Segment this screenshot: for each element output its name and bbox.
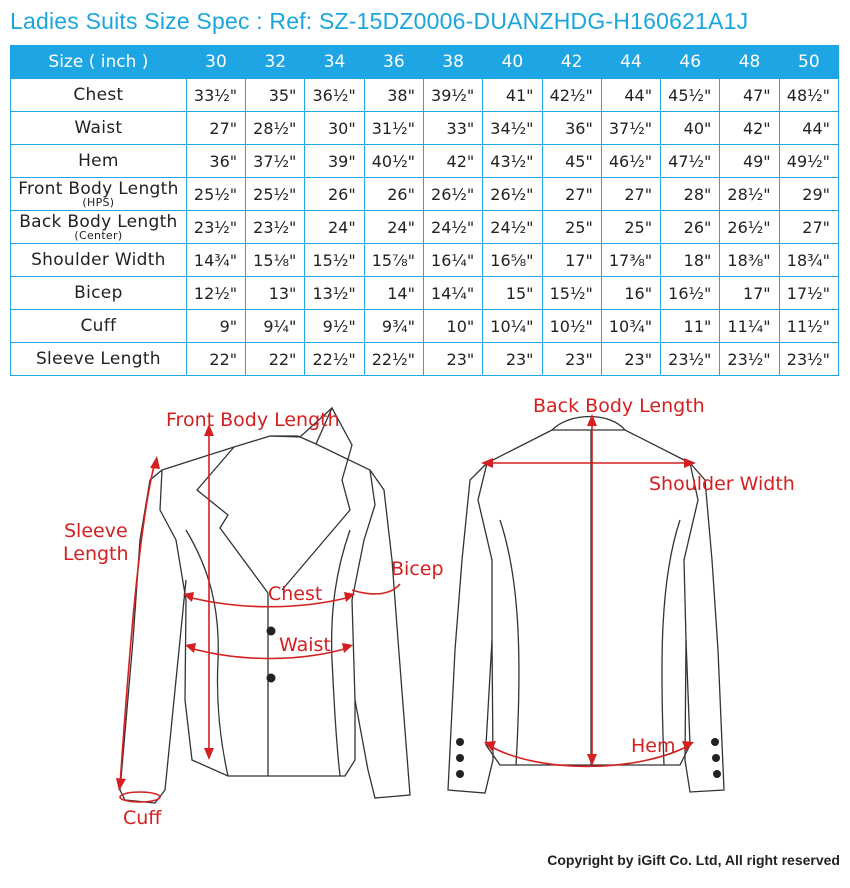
arrow-head xyxy=(342,643,353,653)
chest-label: Chest xyxy=(268,583,323,605)
table-row xyxy=(11,343,839,376)
arrow-head xyxy=(587,754,597,766)
measurement-cell: 15½" xyxy=(305,244,364,277)
measurement-cell: 26" xyxy=(305,178,364,211)
measurement-cell: 17⅜" xyxy=(601,244,660,277)
size-column-header: 46 xyxy=(661,46,720,79)
table-row xyxy=(11,310,839,343)
size-column-header: 38 xyxy=(423,46,482,79)
row-label-cell xyxy=(11,211,187,244)
measurement-cell: 15⅞" xyxy=(364,244,423,277)
arrow-head xyxy=(150,456,160,469)
back-body-length-label: Back Body Length xyxy=(533,395,705,417)
measurement-cell: 27" xyxy=(186,112,245,145)
measurement-cell: 10" xyxy=(423,310,482,343)
table-body xyxy=(11,79,839,376)
row-label: Front Body Length xyxy=(18,178,179,199)
size-header-label: Size ( inch ) xyxy=(11,46,187,79)
sleeve-length-label-line1: Sleeve xyxy=(64,520,128,542)
row-label-cell xyxy=(11,343,187,376)
measurement-cell: 40½" xyxy=(364,145,423,178)
measurement-cell: 25½" xyxy=(186,178,245,211)
row-label: Cuff xyxy=(80,316,117,336)
measurement-cell: 15½" xyxy=(542,277,601,310)
arrow-head xyxy=(116,778,126,791)
row-label-cell xyxy=(11,244,187,277)
measurement-cell: 39½" xyxy=(423,79,482,112)
measurement-cell: 14¾" xyxy=(186,244,245,277)
measurement-cell: 25½" xyxy=(246,178,305,211)
measurement-cell: 9¾" xyxy=(364,310,423,343)
back-cuff-button xyxy=(456,754,464,762)
front-jacket-outline xyxy=(120,408,410,803)
measurement-arrows xyxy=(116,414,696,791)
measurement-cell: 30" xyxy=(305,112,364,145)
measurement-cell: 18" xyxy=(661,244,720,277)
measurement-cell: 23½" xyxy=(779,343,838,376)
measurement-cell: 25" xyxy=(601,211,660,244)
measurement-cell: 45½" xyxy=(661,79,720,112)
row-label-cell xyxy=(11,310,187,343)
table-row xyxy=(11,112,839,145)
row-label: Shoulder Width xyxy=(31,250,166,270)
row-sublabel: (Center) xyxy=(74,228,123,242)
measurement-cell: 17" xyxy=(720,277,779,310)
measurement-cell: 12½" xyxy=(186,277,245,310)
measurement-cell: 13½" xyxy=(305,277,364,310)
front-body-length-label: Front Body Length xyxy=(166,409,340,431)
arrow-head xyxy=(185,643,196,653)
measurement-cell: 44" xyxy=(601,79,660,112)
row-label: Waist xyxy=(74,118,123,138)
measurement-cell: 46½" xyxy=(601,145,660,178)
size-column-header: 36 xyxy=(364,46,423,79)
row-label: Sleeve Length xyxy=(35,349,161,369)
shoulder-width-label: Shoulder Width xyxy=(649,473,795,495)
back-cuff-button xyxy=(456,770,464,778)
arrow-head xyxy=(484,741,496,751)
measurement-cell: 18⅜" xyxy=(720,244,779,277)
size-spec-table xyxy=(10,45,839,376)
table-row xyxy=(11,178,839,211)
measurement-cell: 23½" xyxy=(720,343,779,376)
measurement-cell: 27" xyxy=(601,178,660,211)
measurement-cell: 15⅛" xyxy=(246,244,305,277)
measurement-cell: 16⅝" xyxy=(483,244,542,277)
measurement-cell: 17" xyxy=(542,244,601,277)
measurement-cell: 23½" xyxy=(661,343,720,376)
size-column-header: 44 xyxy=(601,46,660,79)
row-label-cell xyxy=(11,277,187,310)
back-cuff-button xyxy=(712,754,720,762)
measurement-cell: 11" xyxy=(661,310,720,343)
measurement-cell: 43½" xyxy=(483,145,542,178)
measurement-cell: 26" xyxy=(364,178,423,211)
hem-label: Hem xyxy=(631,735,676,757)
measurement-cell: 22½" xyxy=(364,343,423,376)
measurement-cell: 22" xyxy=(246,343,305,376)
row-label-cell xyxy=(11,178,187,211)
measurement-cell: 23" xyxy=(423,343,482,376)
measurement-cell: 42½" xyxy=(542,79,601,112)
measurement-cell: 39" xyxy=(305,145,364,178)
arrow-head xyxy=(684,458,696,468)
front-princess-seam-right xyxy=(332,530,350,776)
measurement-cell: 42" xyxy=(423,145,482,178)
measurement-cell: 36" xyxy=(186,145,245,178)
size-column-header: 50 xyxy=(779,46,838,79)
measurement-cell: 9½" xyxy=(305,310,364,343)
arrow-head xyxy=(204,748,214,760)
measurement-cell: 23" xyxy=(542,343,601,376)
waist-label: Waist xyxy=(279,634,331,656)
measurement-cell: 37½" xyxy=(246,145,305,178)
measurement-cell: 27" xyxy=(779,211,838,244)
measurement-cell: 48½" xyxy=(779,79,838,112)
measurement-cell: 25" xyxy=(542,211,601,244)
bicep-label: Bicep xyxy=(391,558,444,580)
measurement-cell: 23" xyxy=(483,343,542,376)
measurement-cell: 16¼" xyxy=(423,244,482,277)
back-side-seam-left xyxy=(500,520,519,765)
back-side-seam-right xyxy=(662,520,680,765)
measurement-cell: 22" xyxy=(186,343,245,376)
row-label: Hem xyxy=(78,151,119,171)
front-princess-seam-left xyxy=(186,530,228,776)
measurement-cell: 26½" xyxy=(720,211,779,244)
measurement-cell: 15" xyxy=(483,277,542,310)
measurement-cell: 35" xyxy=(246,79,305,112)
measurement-cell: 23" xyxy=(601,343,660,376)
measurement-cell: 9" xyxy=(186,310,245,343)
measurement-cell: 26" xyxy=(661,211,720,244)
measurement-cell: 44" xyxy=(779,112,838,145)
back-cuff-button xyxy=(713,770,721,778)
measurement-cell: 11½" xyxy=(779,310,838,343)
measurement-cell: 26½" xyxy=(423,178,482,211)
measurement-cell: 49" xyxy=(720,145,779,178)
measurement-cell: 33" xyxy=(423,112,482,145)
row-label-cell xyxy=(11,145,187,178)
front-right-sleeve xyxy=(355,470,410,798)
measurement-cell: 42" xyxy=(720,112,779,145)
measurement-cell: 28½" xyxy=(720,178,779,211)
row-sublabel: (HPS) xyxy=(82,195,115,209)
bicep-line xyxy=(352,584,400,594)
measurement-cell: 17½" xyxy=(779,277,838,310)
sleeve-length-label-line2: Length xyxy=(63,543,129,565)
measurement-cell: 24" xyxy=(364,211,423,244)
measurement-cell: 41" xyxy=(483,79,542,112)
measurement-cell: 45" xyxy=(542,145,601,178)
front-button-bottom xyxy=(267,674,276,683)
measurement-cell: 24" xyxy=(305,211,364,244)
measurement-cell: 47½" xyxy=(661,145,720,178)
row-label: Back Body Length xyxy=(19,211,178,232)
measurement-cell: 38" xyxy=(364,79,423,112)
measurement-cell: 27" xyxy=(542,178,601,211)
measurement-cell: 49½" xyxy=(779,145,838,178)
measurement-cell: 40" xyxy=(661,112,720,145)
measurement-cell: 47" xyxy=(720,79,779,112)
measurement-cell: 28½" xyxy=(246,112,305,145)
table-header-row xyxy=(11,46,839,79)
measurement-cell: 36½" xyxy=(305,79,364,112)
cuff-label: Cuff xyxy=(123,807,162,829)
copyright-notice: Copyright by iGift Co. Ltd, All right reserved xyxy=(547,852,840,868)
table-row xyxy=(11,244,839,277)
measurement-cell: 23½" xyxy=(246,211,305,244)
measurement-cell: 28" xyxy=(661,178,720,211)
measurement-cell: 13" xyxy=(246,277,305,310)
measurement-cell: 11¼" xyxy=(720,310,779,343)
measurement-cell: 10¾" xyxy=(601,310,660,343)
size-column-header: 40 xyxy=(483,46,542,79)
front-lapel-left xyxy=(197,447,268,593)
measurement-cell: 24½" xyxy=(423,211,482,244)
measurement-cell: 16" xyxy=(601,277,660,310)
back-cuff-button xyxy=(456,738,464,746)
measurement-cell: 14" xyxy=(364,277,423,310)
table-row xyxy=(11,277,839,310)
measurement-cell: 23½" xyxy=(186,211,245,244)
table-row xyxy=(11,145,839,178)
measurement-cell: 16½" xyxy=(661,277,720,310)
back-cuff-button xyxy=(711,738,719,746)
measurement-cell: 24½" xyxy=(483,211,542,244)
row-label-cell xyxy=(11,112,187,145)
measurement-cell: 18¾" xyxy=(779,244,838,277)
row-label-cell xyxy=(11,79,187,112)
cuff-line xyxy=(120,792,160,802)
measurement-cell: 34½" xyxy=(483,112,542,145)
front-button-top xyxy=(267,627,276,636)
front-lapel-right xyxy=(282,408,352,590)
measurement-cell: 36" xyxy=(542,112,601,145)
row-label: Bicep xyxy=(74,283,123,303)
measurement-cell: 9¼" xyxy=(246,310,305,343)
size-column-header: 42 xyxy=(542,46,601,79)
measurement-cell: 26½" xyxy=(483,178,542,211)
page-title: Ladies Suits Size Spec : Ref: SZ-15DZ0006-DUANZHDG-H160621A1J xyxy=(10,8,749,34)
table-row xyxy=(11,211,839,244)
suit-diagram xyxy=(0,385,850,845)
measurement-lines xyxy=(120,420,690,802)
measurement-cell: 29" xyxy=(779,178,838,211)
measurement-cell: 10½" xyxy=(542,310,601,343)
measurement-cell: 14¼" xyxy=(423,277,482,310)
front-left-sleeve xyxy=(120,470,186,803)
size-column-header: 30 xyxy=(186,46,245,79)
size-column-header: 32 xyxy=(246,46,305,79)
measurement-cell: 31½" xyxy=(364,112,423,145)
size-column-header: 48 xyxy=(720,46,779,79)
measurement-cell: 10¼" xyxy=(483,310,542,343)
table-row xyxy=(11,79,839,112)
size-column-header: 34 xyxy=(305,46,364,79)
measurement-cell: 37½" xyxy=(601,112,660,145)
measurement-cell: 22½" xyxy=(305,343,364,376)
row-label: Chest xyxy=(73,85,124,105)
measurement-cell: 33½" xyxy=(186,79,245,112)
